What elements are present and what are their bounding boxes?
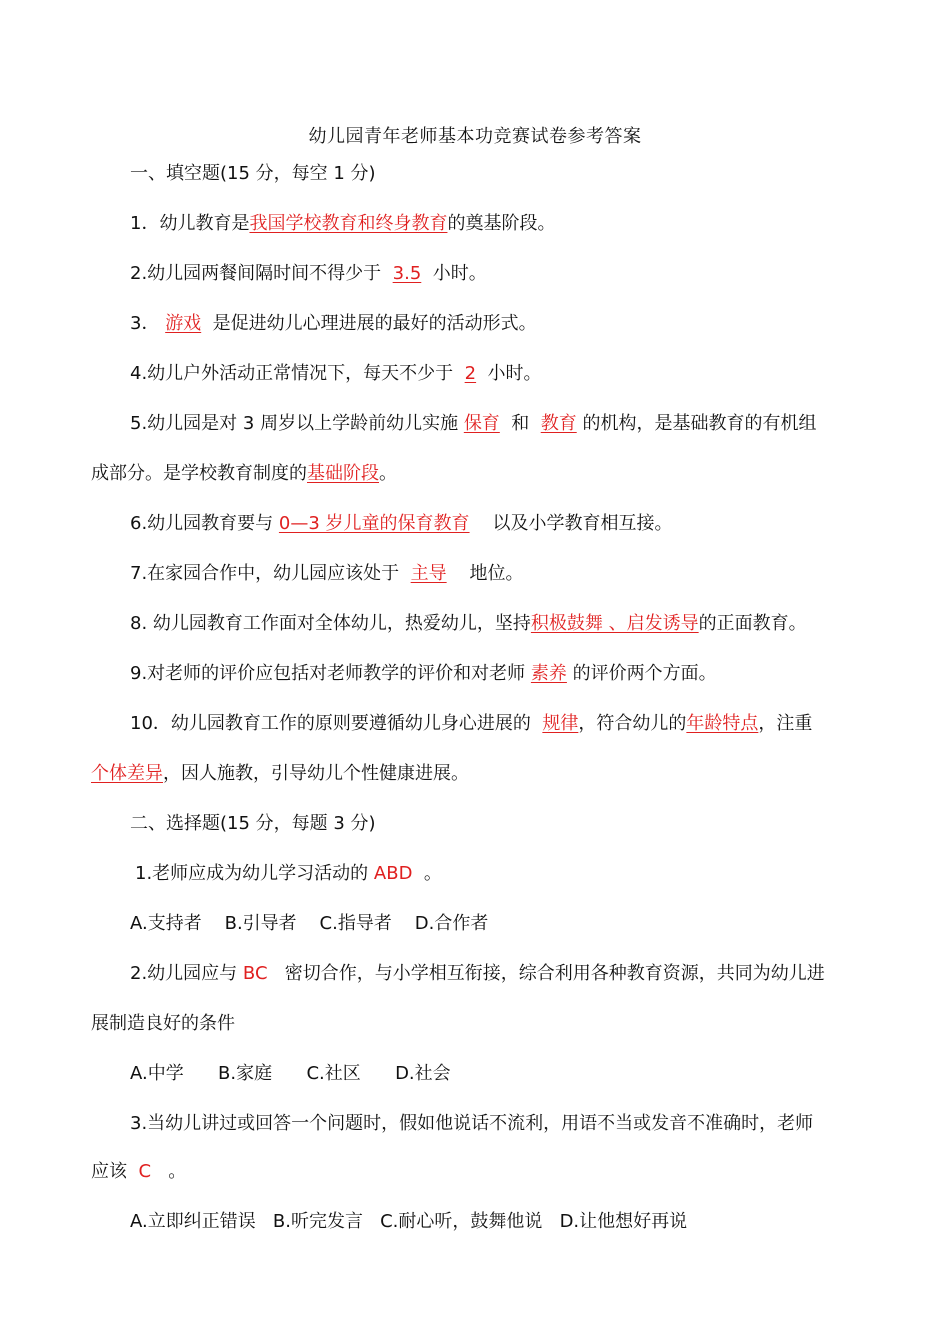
answer: 基础阶段 xyxy=(307,463,379,484)
fill-question-10 xyxy=(130,712,910,736)
fill-question-7 xyxy=(130,562,910,586)
question-text: 和 xyxy=(511,413,530,434)
question-text: 的奠基阶段。 xyxy=(447,213,556,234)
question-text: ，注重 xyxy=(758,713,813,734)
question-text: 。 xyxy=(423,863,442,884)
answer: 游戏 xyxy=(165,313,202,334)
choice-question-2-cont: 展制造良好的条件 xyxy=(91,1013,235,1034)
fill-question-4 xyxy=(130,362,910,386)
question-text: 2.幼儿园应与 xyxy=(130,963,238,984)
question-text: 9.对老师的评价应包括对老师教学的评价和对老师 xyxy=(130,663,526,684)
answer: BC xyxy=(242,963,268,984)
question-text: 。 xyxy=(379,463,397,484)
question-text: 小时。 xyxy=(432,263,487,284)
fill-question-2 xyxy=(130,262,910,286)
choice-question-3-options: A.立即纠正错误 B.听完发言 C.耐心听，鼓舞他说 D.让他想好再说 xyxy=(130,1211,688,1232)
answer: 我国学校教育和终身教育 xyxy=(249,213,448,234)
answer: 教育 xyxy=(540,413,577,434)
choice-question-2 xyxy=(130,962,910,986)
fill-question-6 xyxy=(130,512,910,536)
question-text: 10．幼儿园教育工作的原则要遵循幼儿身心进展的 xyxy=(130,713,531,734)
answer: 保育 xyxy=(463,413,500,434)
fill-question-8 xyxy=(130,612,910,636)
question-text: 密切合作，与小学相互衔接，综合利用各种教育资源，共同为幼儿进 xyxy=(284,963,825,984)
choice-question-1-options: A.支持者 B.引导者 C.指导者 D.合作者 xyxy=(130,913,489,934)
answer: 规律 xyxy=(542,713,579,734)
question-text: 8. 幼儿园教育工作面对全体幼儿，热爱幼儿，坚持 xyxy=(130,613,531,634)
answer: 0—3 岁儿童的保育教育 xyxy=(278,513,470,534)
question-text: 的机构，是基础教育的有机组 xyxy=(582,413,817,434)
choice-question-1 xyxy=(135,862,915,886)
section-heading-fill: 一、填空题(15 分，每空 1 分) xyxy=(130,163,376,184)
question-text: 3． xyxy=(130,313,160,334)
question-text: 1.老师应成为幼儿学习活动的 xyxy=(135,863,369,884)
answer: 个体差异 xyxy=(91,763,163,784)
answer: 主导 xyxy=(410,563,447,584)
fill-question-5 xyxy=(130,412,910,436)
question-text: 2.幼儿园两餐间隔时间不得少于 xyxy=(130,263,382,284)
answer: ABD xyxy=(373,863,413,884)
answer: 积极鼓舞 、启发诱导 xyxy=(530,613,699,634)
question-text: ，符合幼儿的 xyxy=(578,713,687,734)
fill-question-3 xyxy=(130,312,910,336)
question-text: 。 xyxy=(168,1161,187,1182)
question-text: 6.幼儿园教育要与 xyxy=(130,513,274,534)
fill-question-5-cont xyxy=(91,462,871,486)
question-text: 5.幼儿园是对 3 周岁以上学龄前幼儿实施 xyxy=(130,413,459,434)
question-text: 的评价两个方面。 xyxy=(572,663,717,684)
choice-question-3-cont xyxy=(91,1160,871,1184)
question-text: 的正面教育。 xyxy=(698,613,807,634)
choice-question-3: 3.当幼儿讲过或回答一个问题时，假如他说话不流利，用语不当或发音不准确时，老师 xyxy=(130,1113,814,1134)
answer: C xyxy=(138,1161,152,1182)
question-text: 应该 xyxy=(91,1161,127,1182)
question-text: 4.幼儿户外活动正常情况下，每天不少于 xyxy=(130,363,454,384)
question-text: 地位。 xyxy=(469,563,524,584)
question-text: 以及小学教育相互接。 xyxy=(492,513,673,534)
answer: 2 xyxy=(464,363,477,384)
answer: 素养 xyxy=(530,663,567,684)
question-text: 1．幼儿教育是 xyxy=(130,213,250,234)
section-heading-choice: 二、选择题(15 分，每题 3 分) xyxy=(130,813,376,834)
page-title: 幼儿园青年老师基本功竞赛试卷参考答案 xyxy=(308,126,642,147)
question-text: 成部分。是学校教育制度的 xyxy=(91,463,307,484)
fill-question-9 xyxy=(130,662,910,686)
choice-question-2-options: A.中学 B.家庭 C.社区 D.社会 xyxy=(130,1063,451,1084)
fill-question-1 xyxy=(130,212,910,236)
question-text: 是促进幼儿心理进展的最好的活动形式。 xyxy=(212,313,537,334)
fill-question-10-cont xyxy=(91,762,871,786)
question-text: ，因人施教，引导幼儿个性健康进展。 xyxy=(163,763,469,784)
answer: 年龄特点 xyxy=(686,713,759,734)
answer: 3.5 xyxy=(392,263,422,284)
question-text: 7.在家园合作中，幼儿园应该处于 xyxy=(130,563,400,584)
question-text: 小时。 xyxy=(487,363,542,384)
